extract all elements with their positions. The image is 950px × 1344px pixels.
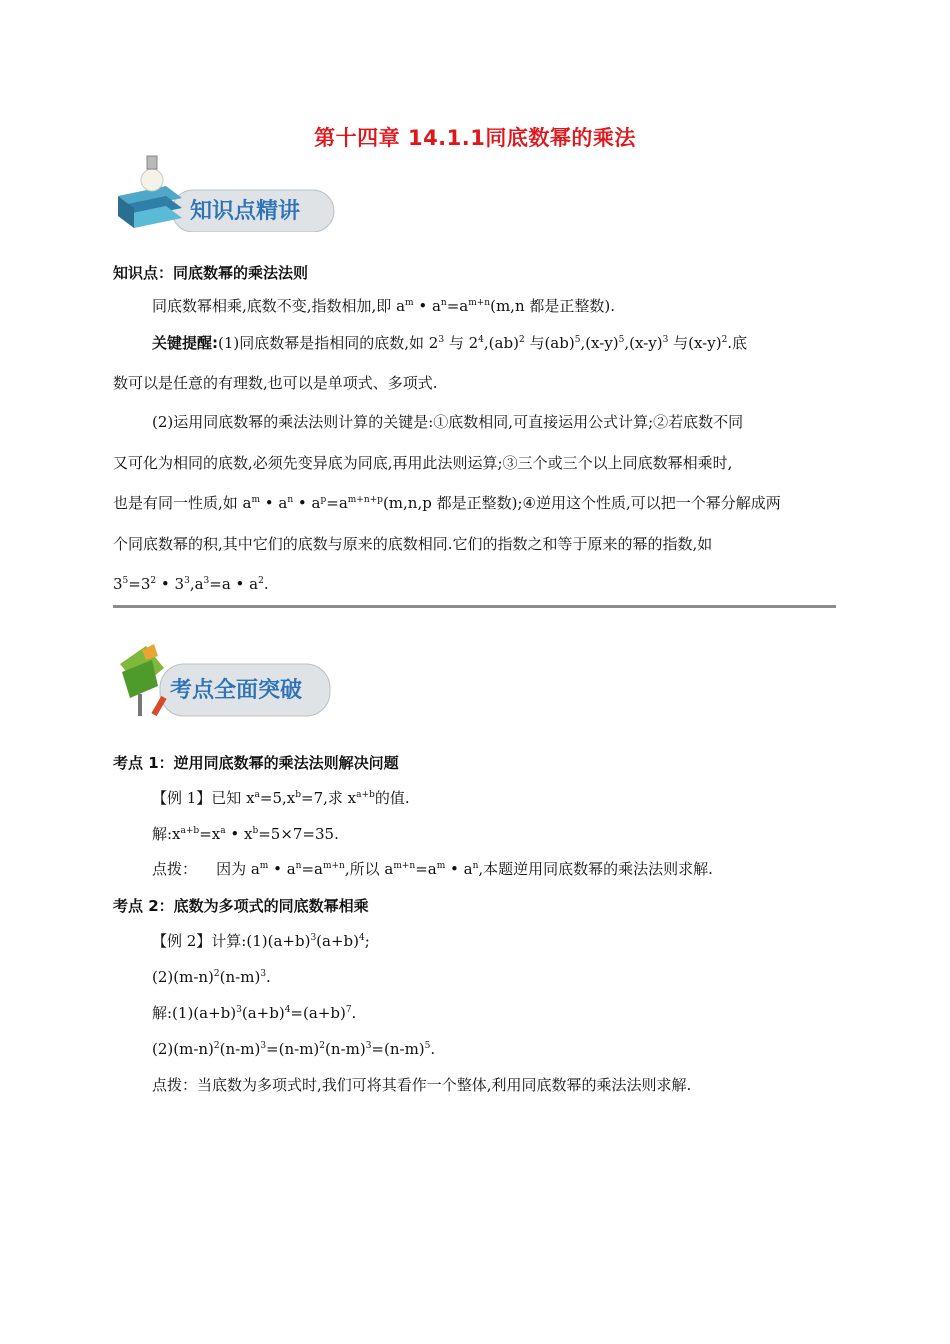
example1-question: 【例 1】已知 $x^a=5,x^b=7$,求 $x^{a+b}$的值. (152, 789, 410, 807)
para2-line-4: 个同底数幂的积,其中它们的底数与原来的底数相同.它们的指数之和等于原来的幂的指数,如 (113, 535, 713, 553)
example1-hint: 点拨： 因为 $a^m$ • $a^n=a^{m+n}$,所以 $a^{m+n}=a^m$ • $a^n$,本题逆用同底数幂的乘法法则求解. (152, 860, 713, 878)
point2-heading: 考点 2：底数为多项式的同底数幂相乘 (113, 897, 369, 915)
para2-line-2: 又可化为相同的底数,必须先变异底为同底,再用此法则运算;③三个或三个以上同底数幂相乘时, (113, 454, 733, 472)
example2-question: 【例 2】计算$:(1)(a+b)^3(a+b)^4$; (152, 932, 370, 950)
example2-question-2: $(2)(m-n)^2(n-m)^3$. (152, 968, 271, 986)
exam-banner-text: 考点全面突破 (170, 678, 303, 703)
example1-solution: 解$:x^{a+b}=x^a$ • $x^b=5\times 7=35$. (152, 825, 339, 843)
exam-banner (112, 642, 342, 722)
tip-line-1: 关键提醒:(1)同底数幂是指相同的底数,如 $2^3$ 与 $2^4,(ab)^2$ 与$(ab)^5,(x-y)^5,(x-y)^3$ 与$(x-y)^2$.底 (152, 334, 748, 352)
pencil-leaf-icon (120, 644, 167, 716)
point1-heading: 考点 1：逆用同底数幂的乘法法则解决问题 (113, 754, 399, 772)
para2-line-1: (2)运用同底数幂的乘法法则计算的关键是:①底数相同,可直接运用公式计算;②若底数不同 (152, 413, 744, 431)
page-title: 第十四章 14.1.1同底数幂的乘法 (314, 126, 636, 150)
books-bulb-icon (118, 156, 182, 228)
tip-label: 关键提醒: (152, 334, 218, 352)
example2-hint: 点拨：当底数为多项式时,我们可将其看作一个整体,利用同底数幂的乘法法则求解. (152, 1076, 692, 1094)
para2-line-5: $3^5=3^2$ • $3^3,a^3=a$ • $a^2$. (113, 575, 269, 593)
knowledge-banner (112, 152, 342, 232)
example2-solution-1: 解$:(1)(a+b)^3(a+b)^4=(a+b)^7$. (152, 1004, 357, 1022)
knowledge-banner-text: 知识点精讲 (190, 199, 301, 224)
tip-line-2: 数可以是任意的有理数,也可以是单项式、多项式. (113, 374, 438, 392)
example2-solution-2: $(2)(m-n)^2(n-m)^3=(n-m)^2(n-m)^3=(n-m)^5$. (152, 1040, 436, 1058)
section-divider (113, 605, 836, 608)
para2-line-3: 也是有同一性质,如 $a^m$ • $a^n$ • $a^p=a^{m+n+p}(m,n,p$ 都是正整数);④逆用这个性质,可以把一个幂分解成两 (113, 494, 781, 512)
knowledge-heading: 知识点：同底数幂的乘法法则 (113, 264, 309, 282)
rule-text: 同底数幂相乘,底数不变,指数相加,即 $a^m$ • $a^n=a^{m+n}(m,n$ 都是正整数). (152, 297, 615, 315)
